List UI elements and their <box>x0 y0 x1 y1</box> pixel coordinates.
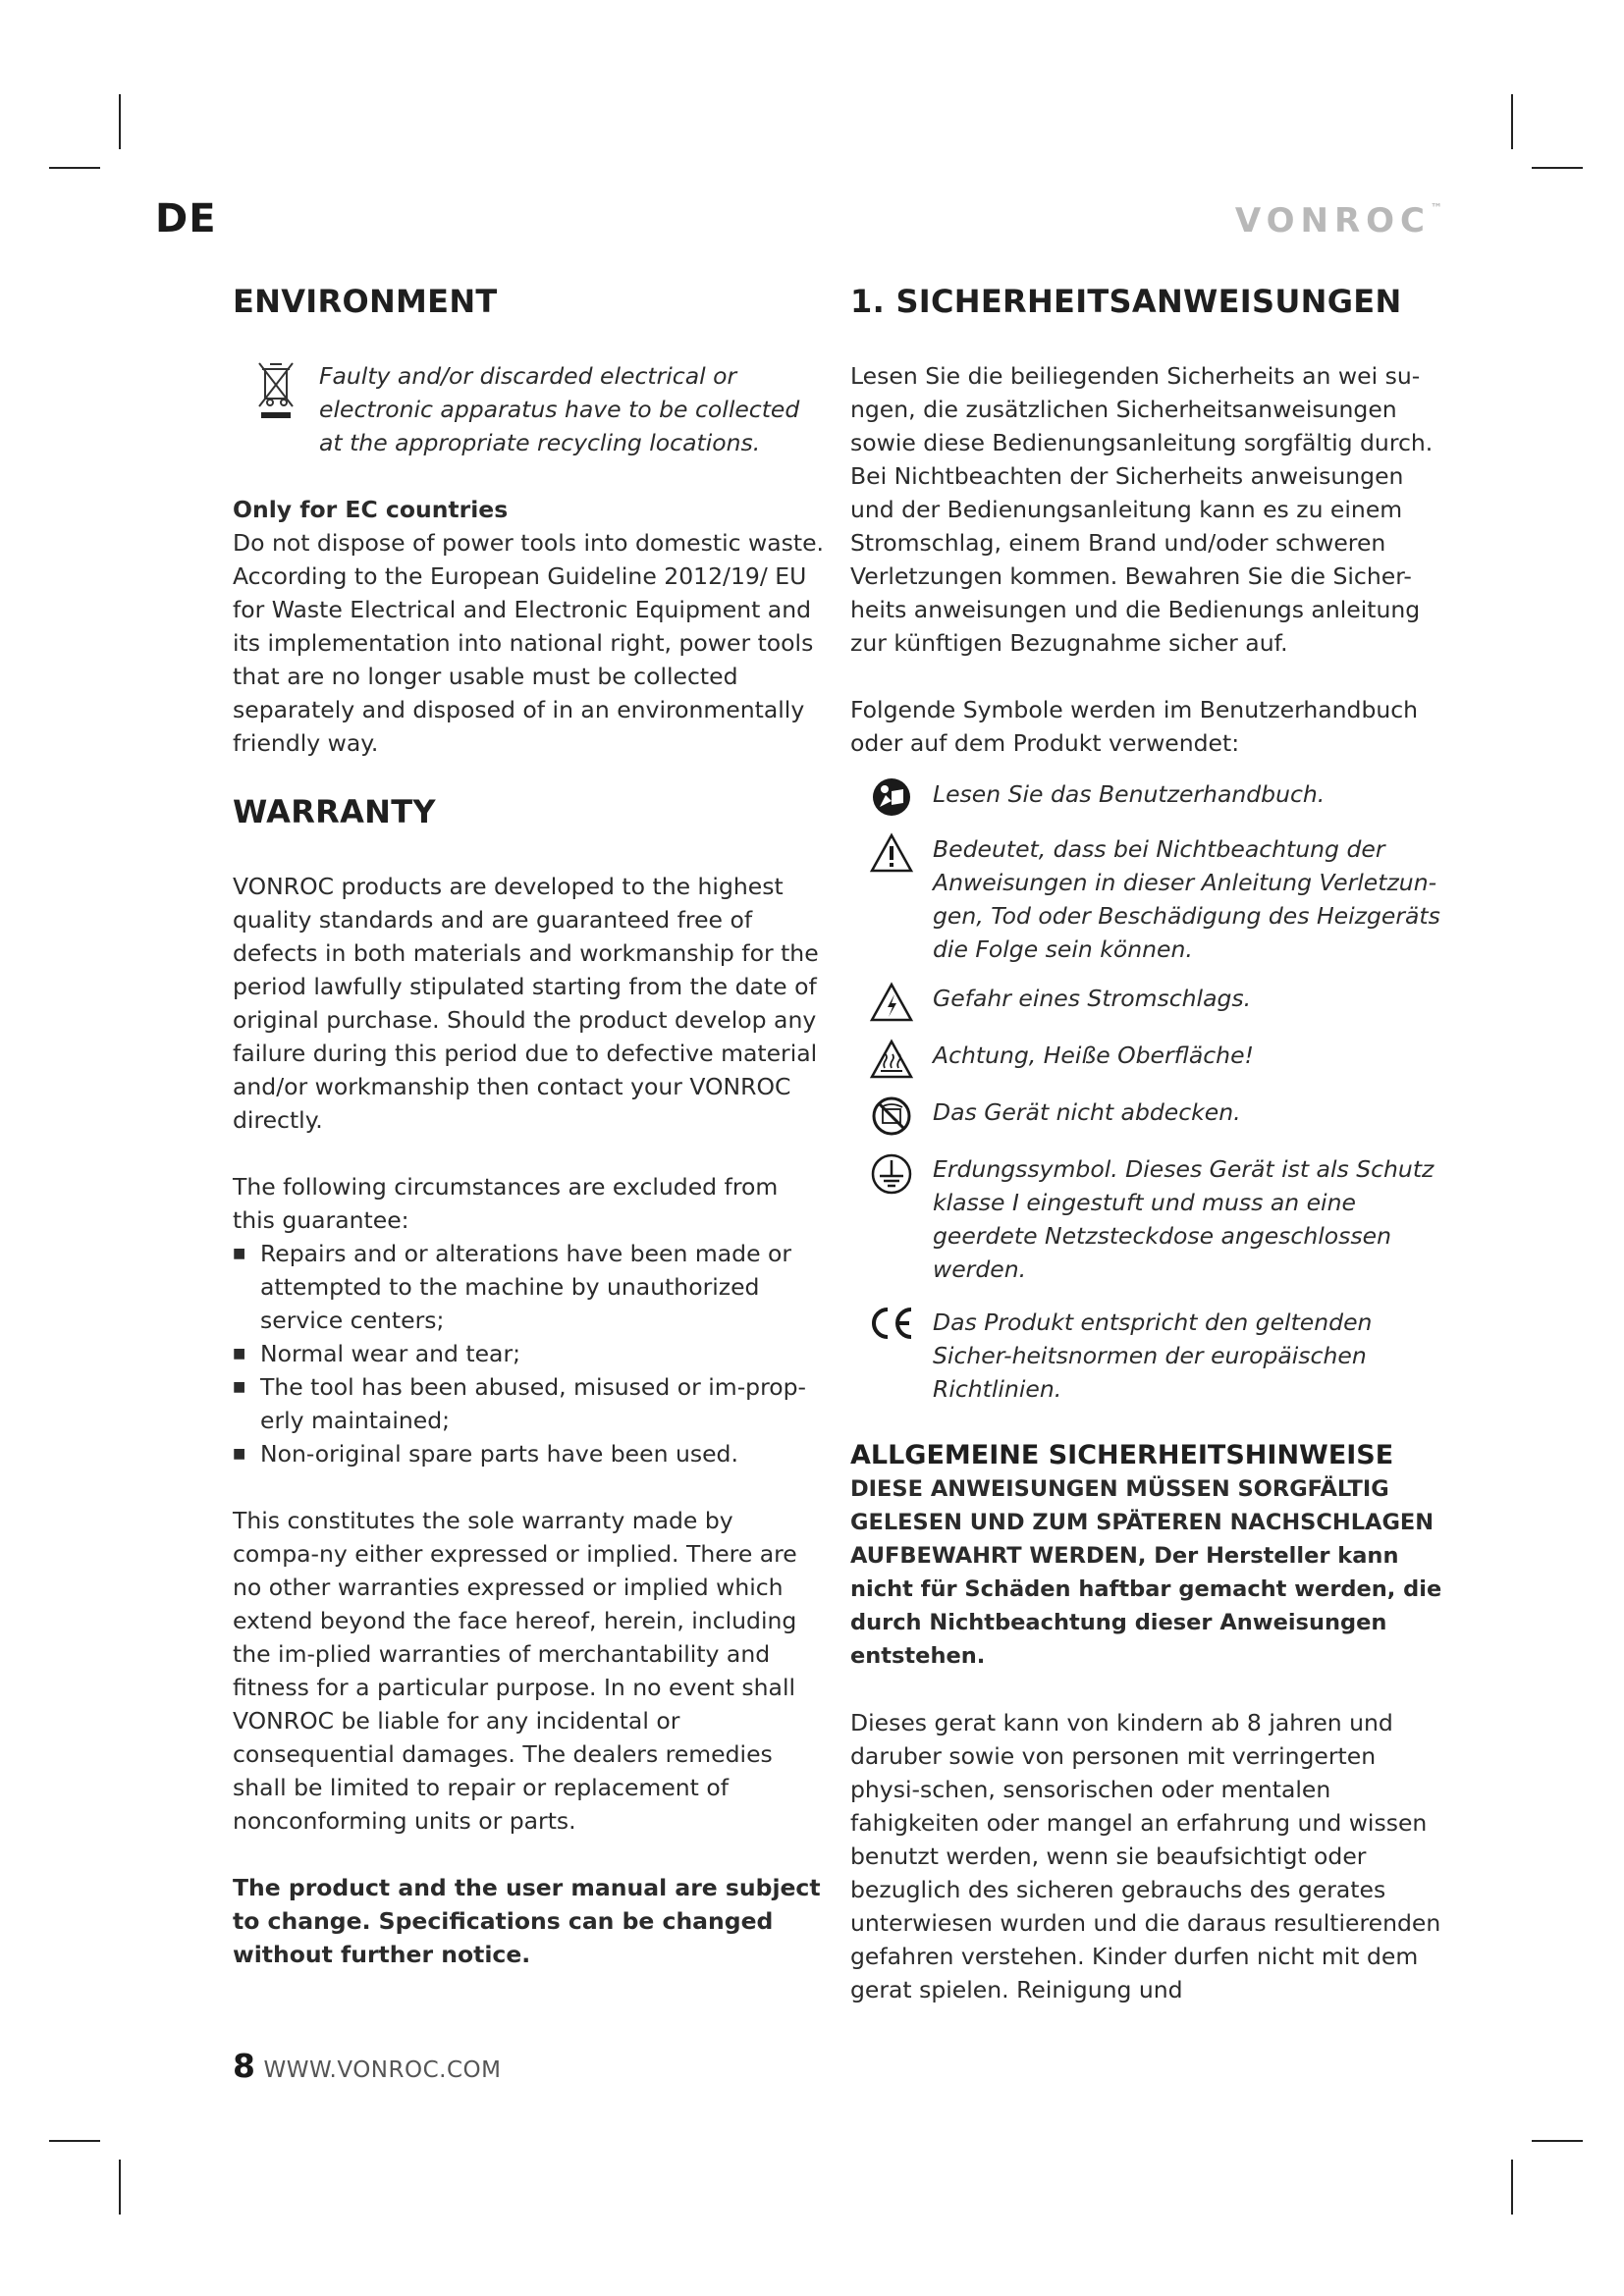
symbol-row <box>850 777 1449 817</box>
warranty-intro: VONROC products are developed to the highest quality standards and are guaranteed free of defects in both materials and workmanship for the period lawfully stipulated starting from the date of original purchase. Should the product develop any failure during this period due to defective material and/or workmanship then contact your VONROC directly. <box>233 873 819 1134</box>
crop-mark <box>49 167 100 169</box>
language-code: DE <box>155 196 217 241</box>
symbol-row <box>850 1039 1449 1080</box>
crop-mark <box>119 2160 121 2215</box>
crop-mark <box>119 94 121 149</box>
symbols-intro: Folgende Symbole werden im Benutzerhandbuch oder auf dem Produkt verwendet: <box>850 696 1419 757</box>
weee-notice <box>233 359 827 459</box>
list-item: ■ Normal wear and tear; <box>233 1340 521 1367</box>
hot-surface-icon <box>850 1039 933 1080</box>
symbol-text: Achtung, Heiße Oberfläche! <box>933 1041 1254 1069</box>
crop-mark <box>1511 2160 1513 2215</box>
symbol-text: Erdungssymbol. Dieses Gerät ist als Schutz klasse I eingestuft und muss an eine geerdete Netzsteckdose angeschlossen werden. <box>933 1155 1435 1283</box>
weee-text: Faulty and/or discarded electrical or electronic apparatus have to be collected at the appropriate recycling locations. <box>319 362 800 456</box>
list-item: ■ The tool has been abused, misused or im-prop-erly maintained; <box>233 1373 807 1434</box>
symbol-row <box>850 982 1449 1023</box>
ec-text: Do not dispose of power tools into domestic waste. According to the European Guideline 2012/19/ EU for Waste Electrical and Electronic Equipment and its implementation into national right, power tools that are no longer usable must be collected separately and disposed of in an environmentally friendly way. <box>233 529 825 757</box>
symbol-text: Bedeutet, dass bei Nichtbeachtung der Anweisungen in dieser Anleitung Verletzun-gen, Tod oder Beschädigung des Heizgeräts die Folge sein können. <box>933 835 1440 963</box>
general-safety-text: Dieses gerat kann von kindern ab 8 jahren und daruber sowie von personen mit verringerten physi-schen, sensorischen oder mentalen fahigkeiten oder mangel an erfahrung und wissen benutzt werden, wenn sie beaufsichtigt oder bezuglich des sicheren gebrauchs des gerates unterwiesen wurden und die daraus resultierenden gefahren verstehen. Kinder durfen nicht mit dem gerat spielen. Reinigung und <box>850 1709 1441 2003</box>
ce-mark-icon <box>850 1306 933 1341</box>
crop-mark <box>49 2140 100 2142</box>
ec-heading: Only for EC countries <box>233 496 509 523</box>
warranty-excluded-intro: The following circumstances are excluded from this guarantee: <box>233 1173 779 1234</box>
list-item: ■ Repairs and or alterations have been made or attempted to the machine by unauthorized service centers; <box>233 1240 792 1334</box>
earth-ground-icon <box>850 1152 933 1196</box>
electric-shock-icon <box>850 982 933 1023</box>
crop-mark <box>1532 167 1583 169</box>
symbol-row <box>850 1306 1449 1406</box>
safety-title: 1. SICHERHEITSANWEISUNGEN <box>850 283 1402 320</box>
crop-mark <box>1511 94 1513 149</box>
crop-mark <box>1532 2140 1583 2142</box>
warranty-title: WARRANTY <box>233 793 436 830</box>
symbol-text: Gefahr eines Stromschlags. <box>933 985 1252 1012</box>
right-column <box>850 283 1449 2006</box>
page-footer <box>233 2047 501 2085</box>
symbol-text: Das Produkt entspricht den geltenden Sicher-heitsnormen der europäischen Richtlinien. <box>933 1308 1373 1403</box>
website-url: WWW.VONROC.COM <box>263 2057 502 2083</box>
environment-title: ENVIRONMENT <box>233 283 498 320</box>
safety-intro: Lesen Sie die beiliegenden Sicherheits an wei su-ngen, die zusätzlichen Sicherheitsanweisungen sowie diese Bedienungsanleitung sorgfältig durch. Bei Nichtbeachten der Sicherheits anweisungen und der Bedienungsanleitung kann es zu einem Stromschlag, einem Brand und/oder schweren Verletzungen kommen. Bewahren Sie die Sicher-heits anweisungen und die Bedienungs anleitung zur künftigen Bezugnahme sicher auf. <box>850 362 1434 657</box>
general-safety-title: ALLGEMEINE SICHERHEITSHINWEISE <box>850 1440 1394 1470</box>
symbol-text: Das Gerät nicht abdecken. <box>933 1098 1241 1126</box>
do-not-cover-icon <box>850 1095 933 1137</box>
trademark-mark: ™ <box>1431 201 1442 215</box>
change-notice: The product and the user manual are subject to change. Specifications can be changed without further notice. <box>233 1874 821 1968</box>
crossed-bin-icon <box>233 359 319 420</box>
warning-icon <box>850 832 933 874</box>
sole-warranty-text: This constitutes the sole warranty made by compa-ny either expressed or implied. There are no other warranties expressed or implied which extend beyond the face hereof, herein, including the im-plied warranties of merchantability and fitness for a particular purpose. In no event shall VONROC be liable for any incidental or consequential damages. The dealers remedies shall be limited to repair or replacement of nonconforming units or parts. <box>233 1507 797 1835</box>
list-item: ■ Non-original spare parts have been used. <box>233 1440 738 1468</box>
symbol-row <box>850 1152 1449 1286</box>
read-manual-icon <box>850 777 933 817</box>
left-column <box>233 283 827 1971</box>
symbol-row <box>850 1095 1449 1137</box>
page-number: 8 <box>233 2047 256 2085</box>
symbol-row <box>850 832 1449 966</box>
general-safety-bold: DIESE ANWEISUNGEN MÜSSEN SORGFÄLTIG GELESEN UND ZUM SPÄTEREN NACHSCHLAGEN AUFBEWAHRT WERDEN, Der Hersteller kann nicht für Schäden haftbar gemacht werden, die durch Nichtbeachtung dieser Anweisungen entstehen. <box>850 1476 1442 1669</box>
symbol-text: Lesen Sie das Benutzerhandbuch. <box>933 780 1326 808</box>
brand-logo: VONROC™ <box>1234 201 1442 240</box>
